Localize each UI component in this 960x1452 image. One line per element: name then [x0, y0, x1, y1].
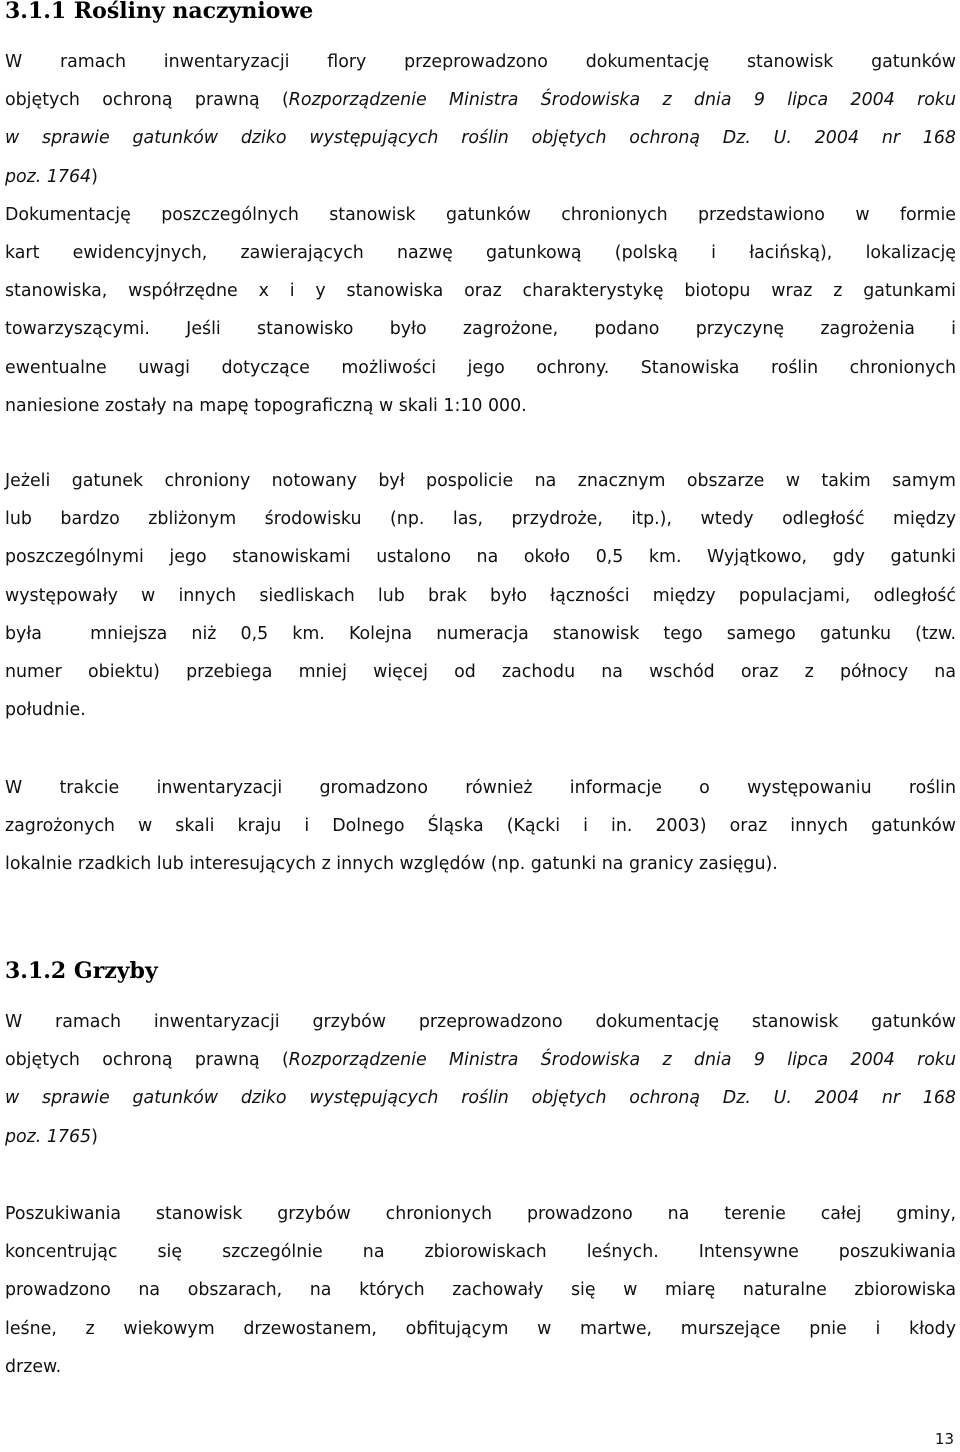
text-line: poz. 1764) [5, 166, 98, 187]
text-line: w sprawie gatunków dziko występujących roślin objętych ochroną Dz. U. 2004 nr 168 [5, 1088, 956, 1109]
text-line: Jeżeli gatunek chroniony notowany był pospolicie na znacznym obszarze w takim samym [5, 471, 956, 491]
text-line: lub bardzo zbliżonym środowisku (np. las, przydroże, itp.), wtedy odległość między [5, 509, 956, 530]
page-number: 13 [934, 1430, 954, 1448]
text-line: W ramach inwentaryzacji flory przeprowadzono dokumentację stanowisk gatunków [5, 52, 956, 72]
text-line: występowały w innych siedliskach lub brak było łączności między populacjami, odległość [5, 585, 956, 606]
text-line: koncentrując się szczególnie na zbiorowiskach leśnych. Intensywne poszukiwania [5, 1242, 956, 1263]
text-line: naniesione zostały na mapę topograficzną w skali 1:10 000. [5, 395, 527, 416]
text-line: lokalnie rzadkich lub interesujących z innych względów (np. gatunki na granicy zasięgu). [5, 854, 778, 875]
text-line: W ramach inwentaryzacji grzybów przeprowadzono dokumentację stanowisk gatunków [5, 1012, 956, 1032]
paragraph-fungi-documentation [5, 1003, 956, 1156]
text-line: ewentualne uwagi dotyczące możliwości jego ochrony. Stanowiska roślin chronionych [5, 357, 956, 378]
text-line: stanowiska, współrzędne x i y stanowiska oraz charakterystykę biotopu wraz z gatunkami [5, 281, 956, 302]
text-line: Dokumentację poszczególnych stanowisk gatunków chronionych przedstawiono w formie [5, 204, 956, 225]
text-line: poz. 1765) [5, 1126, 98, 1147]
paragraph-endangered-plants [5, 769, 956, 884]
text-line: kart ewidencyjnych, zawierających nazwę gatunkową (polską i łacińską), lokalizację [5, 243, 956, 264]
text-line: południe. [5, 700, 86, 721]
text-line: leśne, z wiekowym drzewostanem, obfitującym w martwe, murszejące pnie i kłody [5, 1318, 956, 1339]
text-line: numer obiektu) przebiega mniej więcej od zachodu na wschód oraz z północy na [5, 662, 956, 683]
paragraph-fungi-search [5, 1195, 956, 1386]
text-line: poszczególnymi jego stanowiskami ustalono na około 0,5 km. Wyjątkowo, gdy gatunki [5, 547, 956, 568]
text-line: Poszukiwania stanowisk grzybów chronionych prowadzono na terenie całej gminy, [5, 1204, 956, 1224]
section-heading-vascular-plants: 3.1.1 Rośliny naczyniowe [5, 0, 314, 24]
text-line: objętych ochroną prawną (Rozporządzenie Ministra Środowiska z dnia 9 lipca 2004 roku [5, 90, 956, 111]
text-line: zagrożonych w skali kraju i Dolnego Śląska (Kącki i in. 2003) oraz innych gatunków [5, 816, 956, 837]
text-line: objętych ochroną prawną (Rozporządzenie Ministra Środowiska z dnia 9 lipca 2004 roku [5, 1050, 956, 1071]
paragraph-site-distance [5, 462, 956, 729]
text-line: drzew. [5, 1356, 62, 1377]
text-line: była mniejsza niż 0,5 km. Kolejna numeracja stanowisk tego samego gatunku (tzw. [5, 623, 956, 644]
text-line: W trakcie inwentaryzacji gromadzono również informacje o występowaniu roślin [5, 778, 956, 798]
section-heading-fungi: 3.1.2 Grzyby [5, 958, 158, 984]
text-line: towarzyszącymi. Jeśli stanowisko było zagrożone, podano przyczynę zagrożenia i [5, 319, 956, 340]
paragraph-flora-documentation [5, 43, 956, 425]
text-line: prowadzono na obszarach, na których zachowały się w miarę naturalne zbiorowiska [5, 1280, 956, 1301]
text-line: w sprawie gatunków dziko występujących roślin objętych ochroną Dz. U. 2004 nr 168 [5, 128, 956, 149]
